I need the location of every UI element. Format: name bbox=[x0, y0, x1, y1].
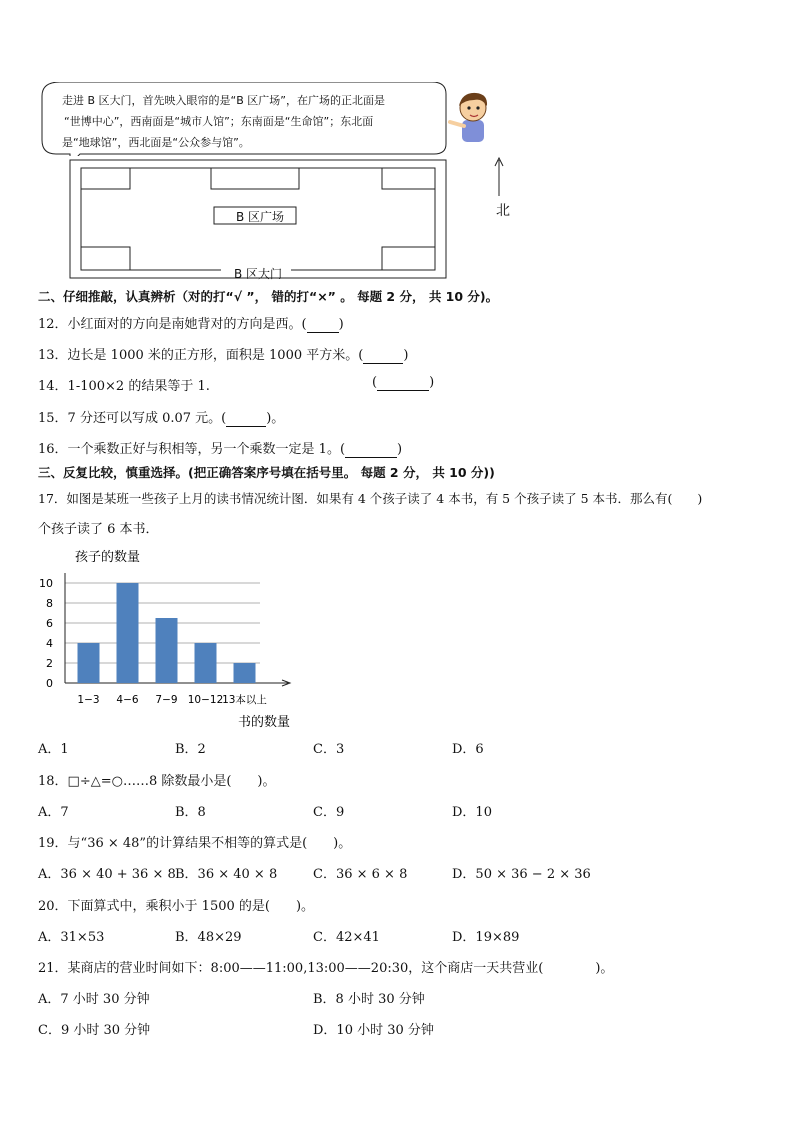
y-tick-label: 6 bbox=[46, 617, 53, 630]
x-tick-label: 13本以上 bbox=[222, 694, 267, 706]
y-tick-label: 10 bbox=[39, 577, 53, 590]
question-17-line-1: 17．如图是某班一些孩子上月的读书情况统计图．如果有 4 个孩子读了 4 本书，有 5 个孩子读了 5 本书．那么有( ) bbox=[38, 491, 703, 506]
q18-option-a[interactable]: A．7 bbox=[38, 805, 69, 820]
q17-option-d[interactable]: D．6 bbox=[452, 742, 484, 757]
section-2-header: 二、仔细推敲，认真辨析（对的打“√ ”， 错的打“×” 。 每题 2 分， 共 10 分)。 bbox=[38, 289, 499, 304]
q21-option-d[interactable]: D．10 小时 30 分钟 bbox=[313, 1023, 434, 1038]
question-16: 16．一个乘数正好与积相等，另一个乘数一定是 1。( ) bbox=[38, 442, 403, 457]
q17-option-c[interactable]: C．3 bbox=[313, 742, 345, 757]
question-13: 13．边长是 1000 米的正方形，面积是 1000 平方米。( ) bbox=[38, 348, 409, 363]
bar bbox=[195, 643, 217, 683]
question-14-answer: ( ) bbox=[372, 375, 435, 390]
plaza-label: B 区广场 bbox=[236, 210, 285, 224]
q19-option-c[interactable]: C．36 × 6 × 8 bbox=[313, 867, 408, 882]
north-arrow-icon bbox=[491, 156, 507, 196]
q21-option-b[interactable]: B．8 小时 30 分钟 bbox=[313, 992, 425, 1007]
question-20: 20．下面算式中，乘积小于 1500 的是( )。 bbox=[38, 899, 315, 914]
q17-option-b[interactable]: B．2 bbox=[175, 742, 206, 757]
answer-blank[interactable] bbox=[307, 317, 339, 333]
y-tick-label: 8 bbox=[46, 597, 53, 610]
question-19: 19．与“36 × 48”的计算结果不相等的算式是( )。 bbox=[38, 836, 352, 851]
section-3-header: 三、反复比较，慎重选择。(把正确答案序号填在括号里。 每题 2 分， 共 10 分)) bbox=[38, 465, 495, 480]
x-tick-label: 7−9 bbox=[155, 694, 178, 706]
question-15: 15．7 分还可以写成 0.07 元。( )。 bbox=[38, 411, 285, 426]
x-tick-label: 4−6 bbox=[116, 694, 139, 706]
y-tick-label: 4 bbox=[46, 637, 53, 650]
boy-teacher-icon bbox=[448, 88, 494, 142]
answer-blank[interactable] bbox=[345, 442, 397, 458]
reading-bar-chart bbox=[30, 545, 320, 735]
bubble-line-3: 是“地球馆”，西北面是“公众参与馆”。 bbox=[62, 136, 250, 149]
q20-option-b[interactable]: B．48×29 bbox=[175, 930, 242, 945]
q18-option-d[interactable]: D．10 bbox=[452, 805, 492, 820]
q21-option-c[interactable]: C．9 小时 30 分钟 bbox=[38, 1023, 151, 1038]
bubble-line-2: “世博中心”，西南面是“城市人馆”；东南面是“生命馆”；东北面 bbox=[64, 115, 374, 128]
answer-blank[interactable] bbox=[363, 348, 403, 364]
y-tick-label: 2 bbox=[46, 657, 53, 670]
question-18: 18．□÷△=○……8 除数最小是( )。 bbox=[38, 774, 276, 789]
q19-option-a[interactable]: A．36 × 40 + 36 × 8 bbox=[38, 867, 176, 882]
q19-option-d[interactable]: D．50 × 36 − 2 × 36 bbox=[452, 867, 591, 882]
gate-label: B 区大门 bbox=[234, 267, 283, 281]
question-21: 21．某商店的营业时间如下：8:00——11:00,13:00——20:30，这个商店一天共营业( )。 bbox=[38, 961, 614, 976]
answer-blank[interactable] bbox=[226, 411, 266, 427]
y-axis-title: 孩子的数量 bbox=[75, 550, 141, 565]
answer-blank[interactable] bbox=[377, 375, 429, 391]
q20-option-a[interactable]: A．31×53 bbox=[38, 930, 105, 945]
x-axis-title: 书的数量 bbox=[238, 715, 291, 730]
y-tick-label: 0 bbox=[46, 677, 53, 690]
q20-option-c[interactable]: C．42×41 bbox=[313, 930, 380, 945]
q18-option-b[interactable]: B．8 bbox=[175, 805, 206, 820]
x-tick-label: 10−12 bbox=[187, 694, 224, 706]
x-tick-label: 1−3 bbox=[77, 694, 100, 706]
q17-option-a[interactable]: A．1 bbox=[38, 742, 69, 757]
bar bbox=[156, 618, 178, 683]
q18-option-c[interactable]: C．9 bbox=[313, 805, 345, 820]
q20-option-d[interactable]: D．19×89 bbox=[452, 930, 520, 945]
bar bbox=[234, 663, 256, 683]
question-14: 14．1-100×2 的结果等于 1. bbox=[38, 379, 210, 394]
q21-option-a[interactable]: A．7 小时 30 分钟 bbox=[38, 992, 150, 1007]
bar bbox=[117, 583, 139, 683]
bar bbox=[78, 643, 100, 683]
question-12: 12．小红面对的方向是南她背对的方向是西。( ) bbox=[38, 317, 344, 332]
bubble-line-1: 走进 B 区大门，首先映入眼帘的是“B 区广场”，在广场的正北面是 bbox=[62, 94, 385, 107]
north-label: 北 bbox=[496, 203, 510, 219]
question-17-line-2: 个孩子读了 6 本书． bbox=[38, 522, 159, 537]
q19-option-b[interactable]: B．36 × 40 × 8 bbox=[175, 867, 278, 882]
